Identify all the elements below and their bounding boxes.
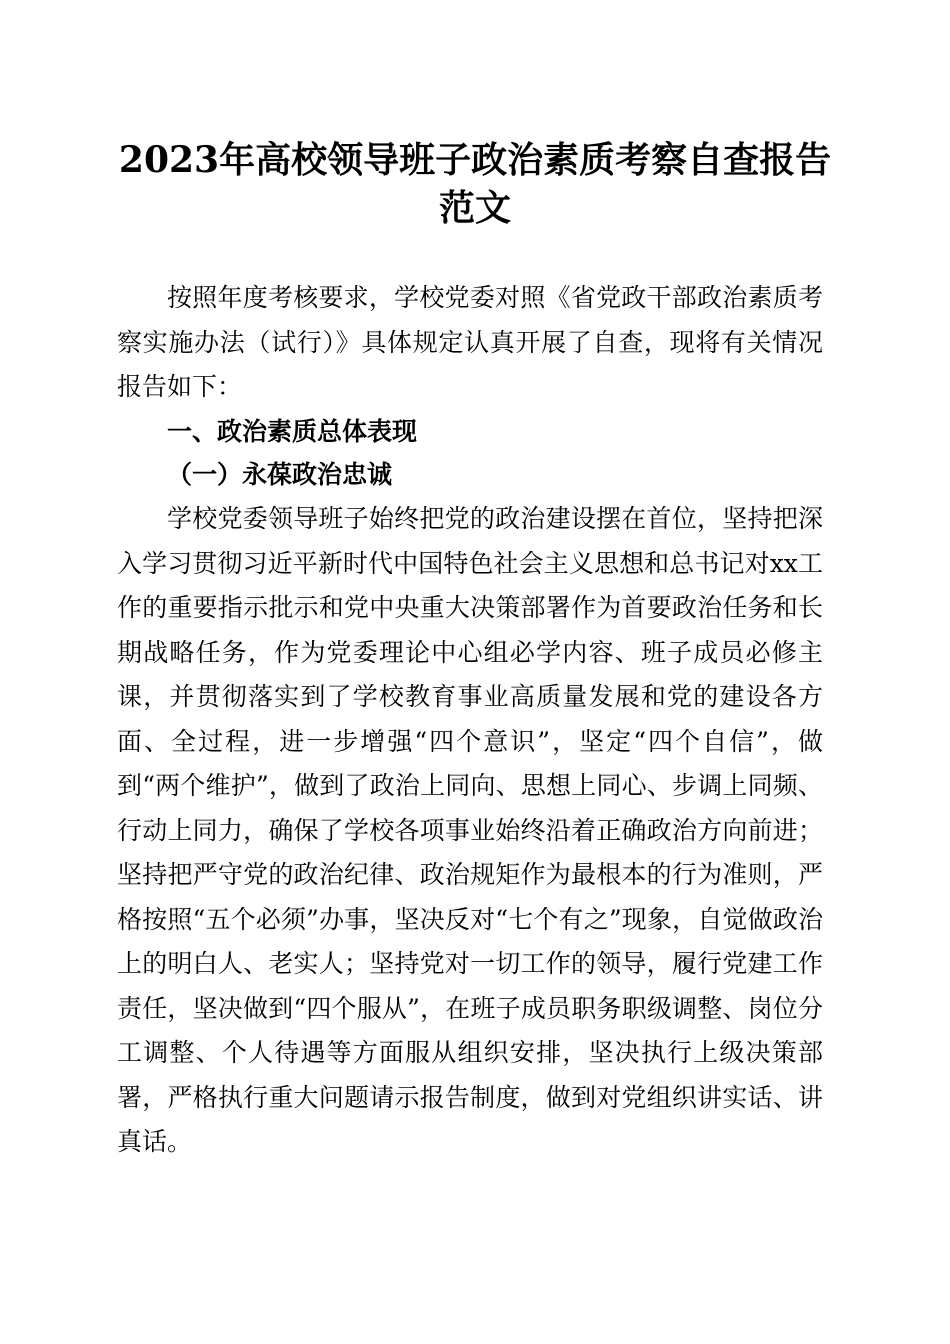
subsection-heading: （一）永葆政治忠诚	[167, 460, 393, 489]
intro-paragraph: 按照年度考核要求，学校党委对照《省党政干部政治素质考察实施办法（试行）》具体规定认真开展了自查，现将有关情况报告如下：	[117, 283, 823, 401]
section-heading: 一、政治素质总体表现	[167, 417, 418, 446]
document-title-line-1: 2023年高校领导班子政治素质考察自查报告	[118, 139, 832, 181]
body-paragraph: 学校党委领导班子始终把党的政治建设摆在首位，坚持把深入学习贯彻习近平新时代中国特色社会主义思想和总书记对xx工作的重要指示批示和党中央重大决策部署作为首要政治任务和长期战略任务，作为党委理论中心组必学内容、班子成员必修主课，并贯彻落实到了学校教育事业高质量发展和党的建设各方面、全过程，进一步增强“四个意识”，坚定“四个自信”，做到“两个维护”，做到了政治上同向、思想上同心、步调上同频、行动上同力，确保了学校各项事业始终沿着正确政治方向前进；坚持把严守党的政治纪律、政治规矩作为最根本的行为准则，严格按照“五个必须”办事，坚决反对“七个有之”现象，自觉做政治上的明白人、老实人；坚持党对一切工作的领导，履行党建工作责任，坚决做到“四个服从”，在班子成员职务职级调整、岗位分工调整、个人待遇等方面服从组织安排，坚决执行上级决策部署，严格执行重大问题请示报告制度，做到对党组织讲实话、讲真话。	[117, 504, 823, 1156]
document-title-line-2: 范文	[438, 187, 511, 229]
